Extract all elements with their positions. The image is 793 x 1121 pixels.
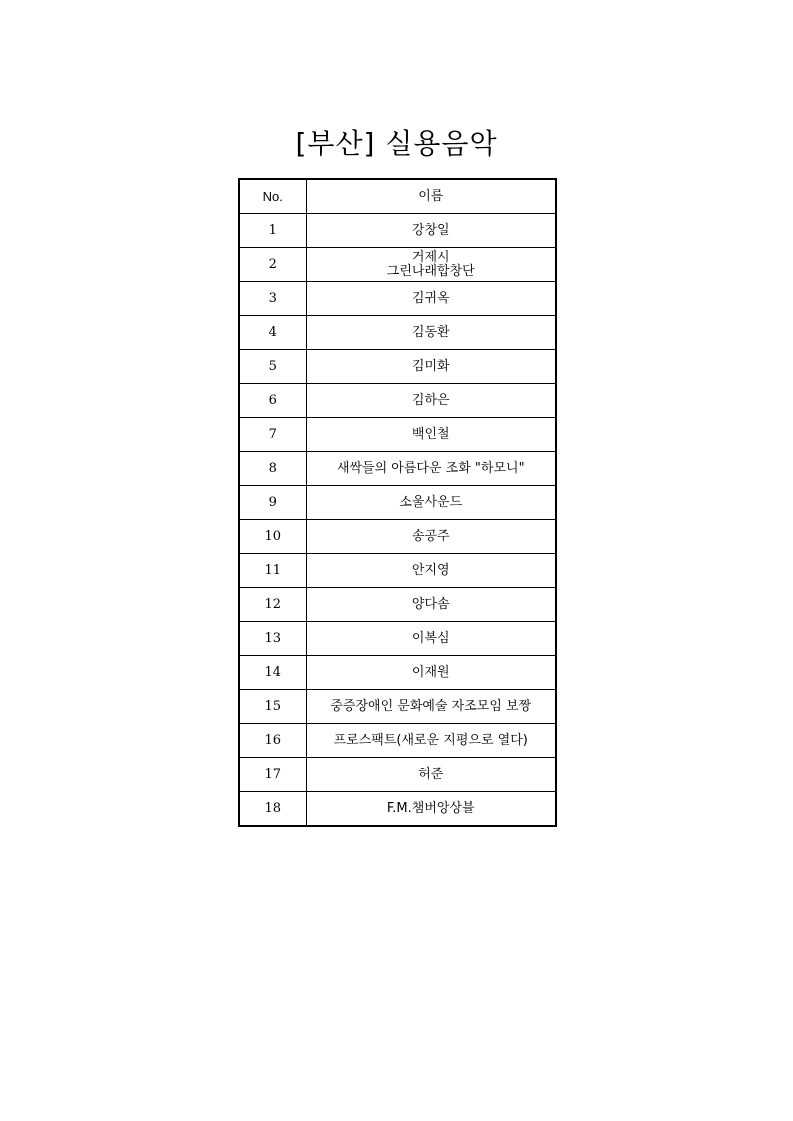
page-title: [부산] 실용음악 xyxy=(295,127,498,160)
row-number: 6 xyxy=(239,384,306,418)
row-number: 12 xyxy=(239,588,306,622)
table-row xyxy=(239,452,556,486)
table-row xyxy=(239,554,556,588)
row-number: 18 xyxy=(239,792,306,827)
row-number: 9 xyxy=(239,486,306,520)
row-name: 김귀옥 xyxy=(306,282,556,316)
row-number: 11 xyxy=(239,554,306,588)
row-number: 3 xyxy=(239,282,306,316)
row-number: 5 xyxy=(239,350,306,384)
row-number: 2 xyxy=(239,248,306,282)
participant-table xyxy=(238,178,557,827)
table-row xyxy=(239,214,556,248)
row-number: 1 xyxy=(239,214,306,248)
table-row xyxy=(239,724,556,758)
table-row xyxy=(239,350,556,384)
row-name: 김미화 xyxy=(306,350,556,384)
row-number: 14 xyxy=(239,656,306,690)
row-name: 양다솜 xyxy=(306,588,556,622)
row-name: 김하은 xyxy=(306,384,556,418)
table-row xyxy=(239,656,556,690)
table-row xyxy=(239,316,556,350)
table-row xyxy=(239,282,556,316)
table-row xyxy=(239,792,556,827)
table-row xyxy=(239,486,556,520)
table-row xyxy=(239,690,556,724)
row-number: 16 xyxy=(239,724,306,758)
row-name: 송공주 xyxy=(306,520,556,554)
row-number: 4 xyxy=(239,316,306,350)
row-name: 이재원 xyxy=(306,656,556,690)
table-row xyxy=(239,622,556,656)
row-number: 13 xyxy=(239,622,306,656)
row-name: 김동환 xyxy=(306,316,556,350)
table-row xyxy=(239,520,556,554)
row-name: 거제시 그린나래합창단 xyxy=(306,248,556,282)
row-name: 중증장애인 문화예술 자조모임 보짱 xyxy=(306,690,556,724)
row-name: 이복심 xyxy=(306,622,556,656)
table-row xyxy=(239,588,556,622)
row-name: 강창일 xyxy=(306,214,556,248)
row-number: 15 xyxy=(239,690,306,724)
row-name: 백인철 xyxy=(306,418,556,452)
row-name: F.M.챔버앙상블 xyxy=(306,792,556,827)
table-row xyxy=(239,384,556,418)
table-row xyxy=(239,418,556,452)
table-header-row xyxy=(239,179,556,214)
row-name: 허준 xyxy=(306,758,556,792)
row-number: 17 xyxy=(239,758,306,792)
row-number: 8 xyxy=(239,452,306,486)
row-name: 안지영 xyxy=(306,554,556,588)
table-row xyxy=(239,758,556,792)
row-number: 7 xyxy=(239,418,306,452)
row-name: 소울사운드 xyxy=(306,486,556,520)
row-name: 프로스팩트(새로운 지평으로 열다) xyxy=(306,724,556,758)
column-header-no: No. xyxy=(239,179,306,214)
row-name: 새싹들의 아름다운 조화 "하모니" xyxy=(306,452,556,486)
row-number: 10 xyxy=(239,520,306,554)
table-row xyxy=(239,248,556,282)
column-header-name: 이름 xyxy=(306,179,556,214)
